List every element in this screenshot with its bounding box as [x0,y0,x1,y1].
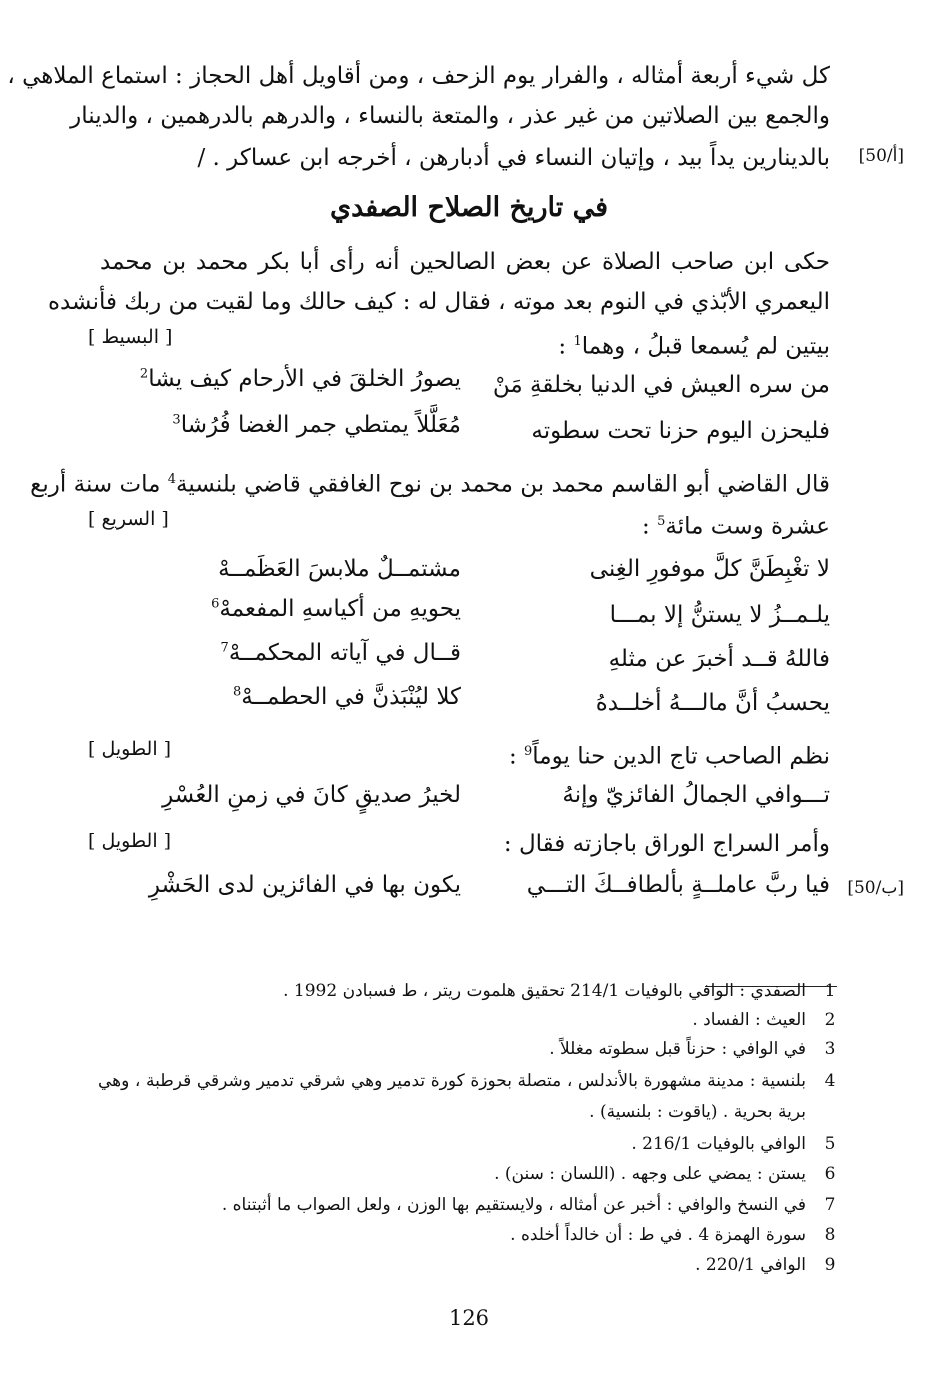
para1-line-1: حكى ابن صاحب الصلاة عن بعض الصالحين أنه رأى أبا بكر محمد بن محمد [100,249,830,275]
footnote-mark-1: 1 [573,334,582,349]
footnote-mark-3: 3 [172,412,181,428]
footnote-1 [98,978,838,1004]
para1-line-3-tail: : [558,333,574,360]
intro-line-2: والجمع بين الصلاتين من غير عذر ، والمتعة بالنساء ، والدرهم بالدرهمين ، والدينار [70,103,830,129]
meter-tawil-1: [ الطويل ] [88,738,172,760]
para3-text: نظم الصاحب تاج الدين حنا يوماً [532,743,830,770]
verse2-4-left [171,684,461,710]
verse2-1-left: مشتمــلٌ ملابسَ العَظَمــهْ [218,556,461,582]
footnote-mark-6: 6 [211,596,220,612]
footnote-8-num: 8 [824,1225,836,1245]
footnote-4-num: 4 [824,1071,836,1091]
verse1-1-left-text: يصورُ الخلقَ في الأرحام كيف يشا [148,366,461,392]
verse2-4-left-text: كلا ليُنْبَذنَّ في الحطمــهْ [241,684,461,710]
para2-line-2 [100,504,830,545]
para3-tail: : [508,743,525,770]
footnote-1-num: 1 [824,981,836,1001]
footnote-8-text: سورة الهمزة 4 . في ط : أن خالداً أخلده . [510,1225,806,1245]
verse1-1-right: من سره العيش في الدنيا بخلقةِ مَنْ [492,372,830,398]
para4-line: وأمر السراج الوراق باجازته فقال : [503,831,830,857]
footnote-mark-9: 9 [524,744,533,759]
footnote-7-num: 7 [824,1195,836,1215]
footnote-2-num: 2 [824,1010,836,1030]
verse2-4-right: يحسبُ أنَّ مالـــهُ أخلــدهُ [595,690,830,716]
footnote-3-text: في الوافي : حزناً قبل سطوته مغللاً . [549,1039,806,1059]
page-number: 126 [448,1306,490,1330]
verse1-2-right: فليحزن اليوم حزنا تحت سطوته [531,418,830,444]
footnote-1-text: الصفدي : الوافي بالوفيات 214/1 تحقيق هلموت ريتر ، ط فسبادن 1992 . [283,981,806,1001]
footnote-9 [98,1252,838,1278]
para2-line-1 [30,462,830,503]
para2-line-1-tail: مات سنة أربع [30,471,168,498]
footnote-6-num: 6 [824,1164,836,1184]
footnote-7-text: في النسخ والوافي : أخبر عن أمثاله ، ولايستقيم بها الوزن ، ولعل الصواب ما أثبتناه . [221,1195,806,1215]
footnote-8 [98,1222,838,1248]
footnote-5-num: 5 [824,1134,836,1154]
verse2-3-right: فاللهُ قــد أخبرَ عن مثلهِ [608,646,830,672]
section-title: في تاريخ الصلاح الصفدي [329,192,609,223]
footnote-5-text: الوافي بالوفيات 216/1 . [631,1134,806,1154]
footnote-9-num: 9 [824,1255,836,1275]
footnote-5 [98,1131,838,1157]
verse2-3-left [171,640,461,666]
verse2-2-left-text: يحويهِ من أكياسهِ المفعمهْ [219,596,461,622]
footnote-mark-5: 5 [657,514,666,529]
footnote-mark-4: 4 [167,472,177,487]
footnote-6-text: يستن : يمضي على وجهه . (اللسان : سنن) . [494,1164,806,1184]
para2-line-2-text: عشرة وست مائة [665,513,830,540]
verse3-right: تـــوافي الجمالُ الفائزيّ وإنهُ [562,782,830,808]
para3-line [100,734,830,775]
verse4-right: فيا ربَّ عاملــةٍ بألطافــكَ التـــي [526,872,830,898]
footnote-7 [98,1192,838,1218]
footnote-6 [98,1161,838,1187]
footnote-mark-8: 8 [232,684,242,700]
verse1-1-left [139,366,461,392]
verse2-3-left-text: قــال في آياته المحكمــهْ [228,640,461,666]
intro-line-3: بالدينارين يداً بيد ، وإتيان النساء في أدبارهن ، أخرجه ابن عساكر . / [197,145,830,171]
footnote-2-text: العيث : الفساد . [692,1010,806,1030]
para1-line-2: اليعمري الأبّذي في النوم بعد موته ، فقال له : كيف حالك وما لقيت من ربك فأنشده [47,289,830,315]
meter-sari: [ السريع ] [88,508,169,530]
footnote-3-num: 3 [824,1039,836,1059]
footnote-mark-7: 7 [220,640,229,656]
verse1-2-left [161,412,461,438]
verse4-left: يكون بها في الفائزين لدى الحَشْرِ [148,872,461,898]
intro-line-1: كل شيء أربعة أمثاله ، والفرار يوم الزحف ، ومن أقاويل أهل الحجاز : استماع الملاهي ، [7,63,830,89]
footnote-2 [98,1007,838,1033]
para1-line-3-text: بيتين لم يُسمعا قبلُ ، وهما [581,333,830,360]
footnote-4-text: بلنسية : مدينة مشهورة بالأندلس ، متصلة بحوزة كورة تدمير وهي شرقي تدمير وشرقي قرطبة ، وهي برية بحرية . (ياقوت : بلنسية) . [98,1071,806,1122]
footnote-3 [98,1036,838,1062]
footnote-9-text: الوافي 220/1 . [695,1255,806,1275]
meter-tawil-2: [ الطويل ] [88,830,172,852]
para2-line-1-text: قال القاضي أبو القاسم محمد بن محمد بن نوح الغافقي قاضي بلنسية [176,471,830,498]
verse2-2-left [171,596,461,622]
para2-line-2-tail: : [642,513,658,540]
footnote-4 [98,1066,838,1128]
verse3-left: لخيرُ صديقٍ كانَ في زمنِ العُسْرِ [162,782,461,808]
margin-ref-1: [50/أ] [858,146,904,166]
meter-basit: [ البسيط ] [88,326,173,348]
verse2-1-right: لا تغْبِطَنَّ كلَّ موفورِ الغِنى [589,556,830,582]
margin-ref-2: [50/ب] [847,878,904,898]
verse2-2-right: يلـمــزُ لا يستنُّ إلا بمـــا [609,602,830,628]
footnote-mark-2: 2 [139,366,149,382]
verse1-2-left-text: مُعَلَّلاً يمتطي جمر الغضا فُرُشا [180,412,461,438]
para1-line-3 [100,324,830,365]
